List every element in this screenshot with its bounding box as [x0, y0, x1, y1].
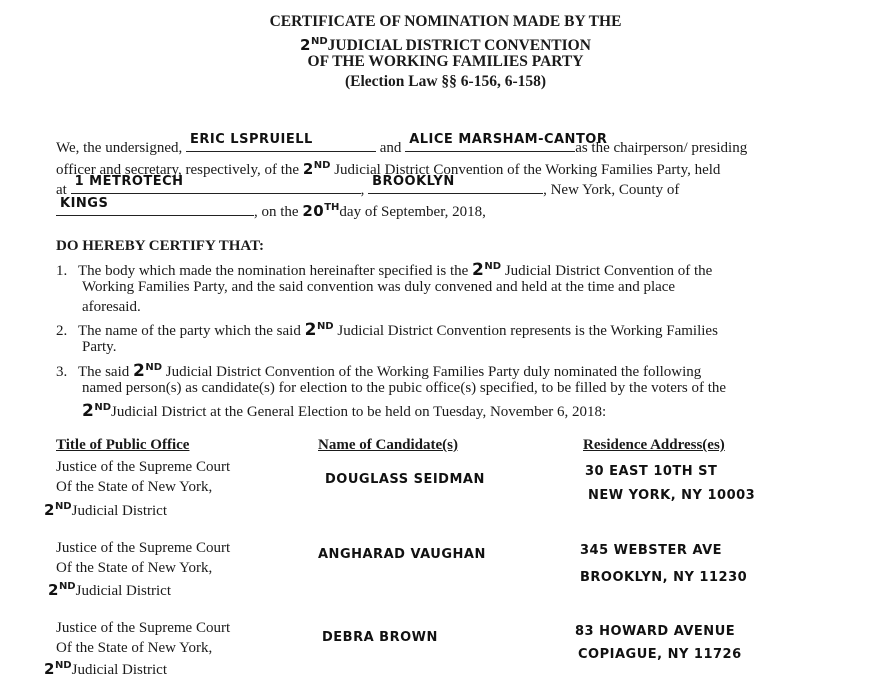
item-3-district-2-sup: ND: [94, 402, 112, 413]
title-line-1: CERTIFICATE OF NOMINATION MADE BY THE: [269, 13, 622, 30]
title-line-3: OF THE WORKING FAMILIES PARTY: [307, 53, 584, 70]
chair-name: ERIC LSPRUIELL: [190, 132, 313, 147]
row-1-district: 2: [44, 501, 55, 519]
item-1-line-3: aforesaid.: [82, 299, 141, 315]
item-3-text-d: Judicial District at the General Election to be held on Tuesday, November 6, 2018:: [111, 404, 607, 420]
item-3-district-sup: ND: [145, 362, 162, 373]
row-3-office-line-2: Of the State of New York,: [56, 640, 213, 656]
item-2-text-b: Judicial District Convention represents is the Working Families: [337, 323, 718, 339]
title-line-2-text: JUDICIAL DISTRICT CONVENTION: [327, 37, 591, 55]
intro-text-3: as the chairperson/ presiding: [575, 140, 748, 156]
item-2-line-2: Party.: [82, 339, 117, 355]
intro-text-6: at: [56, 182, 67, 198]
intro-text-5: Judicial District Convention of the Working Families Party, held: [334, 162, 721, 178]
item-3-text-a: The said: [78, 364, 130, 380]
item-1-num: 1.: [56, 263, 68, 279]
item-2-num: 2.: [56, 323, 68, 339]
certify-heading: DO HEREBY CERTIFY THAT:: [56, 238, 264, 254]
title-district-sup: ND: [310, 36, 328, 47]
intro-text-7: , New York, County of: [543, 182, 680, 198]
item-3-district: 2: [132, 361, 146, 381]
row-3-district-sup: ND: [54, 660, 72, 671]
row-3-office-line-3: [44, 656, 167, 680]
row-1-candidate: DOUGLASS SEIDMAN: [325, 472, 485, 487]
intro-text-9: day of September, 2018,: [339, 204, 486, 220]
item-3-text-b: Judicial District Convention of the Working Families Party duly nominated the following: [165, 364, 702, 380]
item-2-text-a: The name of the party which the said: [78, 323, 301, 339]
item-1-text-b: Judicial District Convention of the: [504, 263, 713, 279]
row-1-address-line-2: NEW YORK, NY 10003: [588, 488, 756, 503]
city-field: [368, 174, 543, 194]
item-1-district-sup: ND: [484, 261, 502, 272]
row-2-district: 2: [48, 581, 59, 599]
row-2-office-line-3: [48, 577, 171, 601]
row-3-district: 2: [44, 660, 55, 678]
row-1-address-line-1: 30 EAST 10TH ST: [585, 464, 718, 479]
row-3-office-line-1: Justice of the Supreme Court: [56, 620, 231, 636]
intro-district-sup: ND: [313, 160, 331, 171]
item-3-num: 3.: [56, 364, 68, 380]
column-header-address: Residence Address(es): [583, 437, 725, 453]
intro-text-2: and: [379, 140, 402, 156]
address-field: [71, 174, 361, 194]
row-2-office-line-2: Of the State of New York,: [56, 560, 213, 576]
row-2-district-sup: ND: [58, 581, 76, 592]
item-1-text-a: The body which made the nomination hereinafter specified is the: [78, 263, 469, 279]
row-3-candidate: DEBRA BROWN: [322, 630, 438, 645]
intro-text-4: officer and secretary, respectively, of the: [56, 162, 300, 178]
intro-text-1: We, the undersigned,: [56, 140, 183, 156]
row-1-office-text: Judicial District: [71, 503, 168, 519]
row-2-address-line-1: 345 WEBSTER AVE: [580, 543, 723, 558]
intro-district-num: 2: [302, 160, 314, 178]
column-header-candidate: Name of Candidate(s): [318, 437, 458, 453]
convention-city: BROOKLYN: [372, 174, 455, 189]
row-3-address-line-1: 83 HOWARD AVENUE: [575, 624, 736, 639]
intro-line-3: [56, 174, 680, 200]
title-line-4: (Election Law §§ 6-156, 6-158): [344, 73, 547, 90]
intro-line-1: [56, 132, 748, 158]
convention-day-sup: TH: [324, 202, 340, 213]
row-3-office-text: Judicial District: [71, 662, 168, 678]
row-3-address-line-2: COPIAGUE, NY 11726: [578, 647, 742, 662]
row-2-candidate: ANGHARAD VAUGHAN: [318, 547, 486, 562]
column-header-office: Title of Public Office: [56, 437, 190, 453]
row-2-office-line-1: Justice of the Supreme Court: [56, 540, 231, 556]
title-district-handwritten: 2: [300, 36, 311, 55]
row-2-address-line-2: BROOKLYN, NY 11230: [580, 570, 748, 585]
item-2-district: 2: [304, 320, 317, 340]
intro-line-4: [56, 198, 486, 222]
item-3-district-2: 2: [82, 401, 95, 421]
item-1-district: 2: [472, 260, 485, 280]
secretary-name: ALICE MARSHAM-CANTOR: [409, 132, 608, 147]
chair-name-field: [186, 132, 376, 152]
item-3-line-2: named person(s) as candidate(s) for election to the pubic office(s) specified, to be filled by the voters of the: [82, 380, 727, 396]
secretary-name-field: [405, 132, 608, 152]
item-3-line-3: [82, 398, 606, 422]
item-1-line-2: Working Families Party, and the said convention was duly convened and held at the time and place: [82, 279, 676, 295]
item-2-district-sup: ND: [316, 321, 334, 332]
convention-address: 1 METROTECH: [74, 174, 184, 189]
row-2-office-text: Judicial District: [75, 583, 172, 599]
row-1-district-sup: ND: [54, 501, 72, 512]
county-field: [56, 196, 254, 216]
row-1-office-line-1: Justice of the Supreme Court: [56, 459, 231, 475]
row-1-office-line-3: [44, 497, 167, 521]
row-1-office-line-2: Of the State of New York,: [56, 479, 213, 495]
convention-county: KINGS: [60, 196, 109, 211]
convention-day: 20: [302, 202, 325, 220]
item-2-line-1: [56, 317, 718, 341]
intro-comma: ,: [360, 182, 365, 198]
intro-text-8: , on the: [254, 204, 299, 220]
